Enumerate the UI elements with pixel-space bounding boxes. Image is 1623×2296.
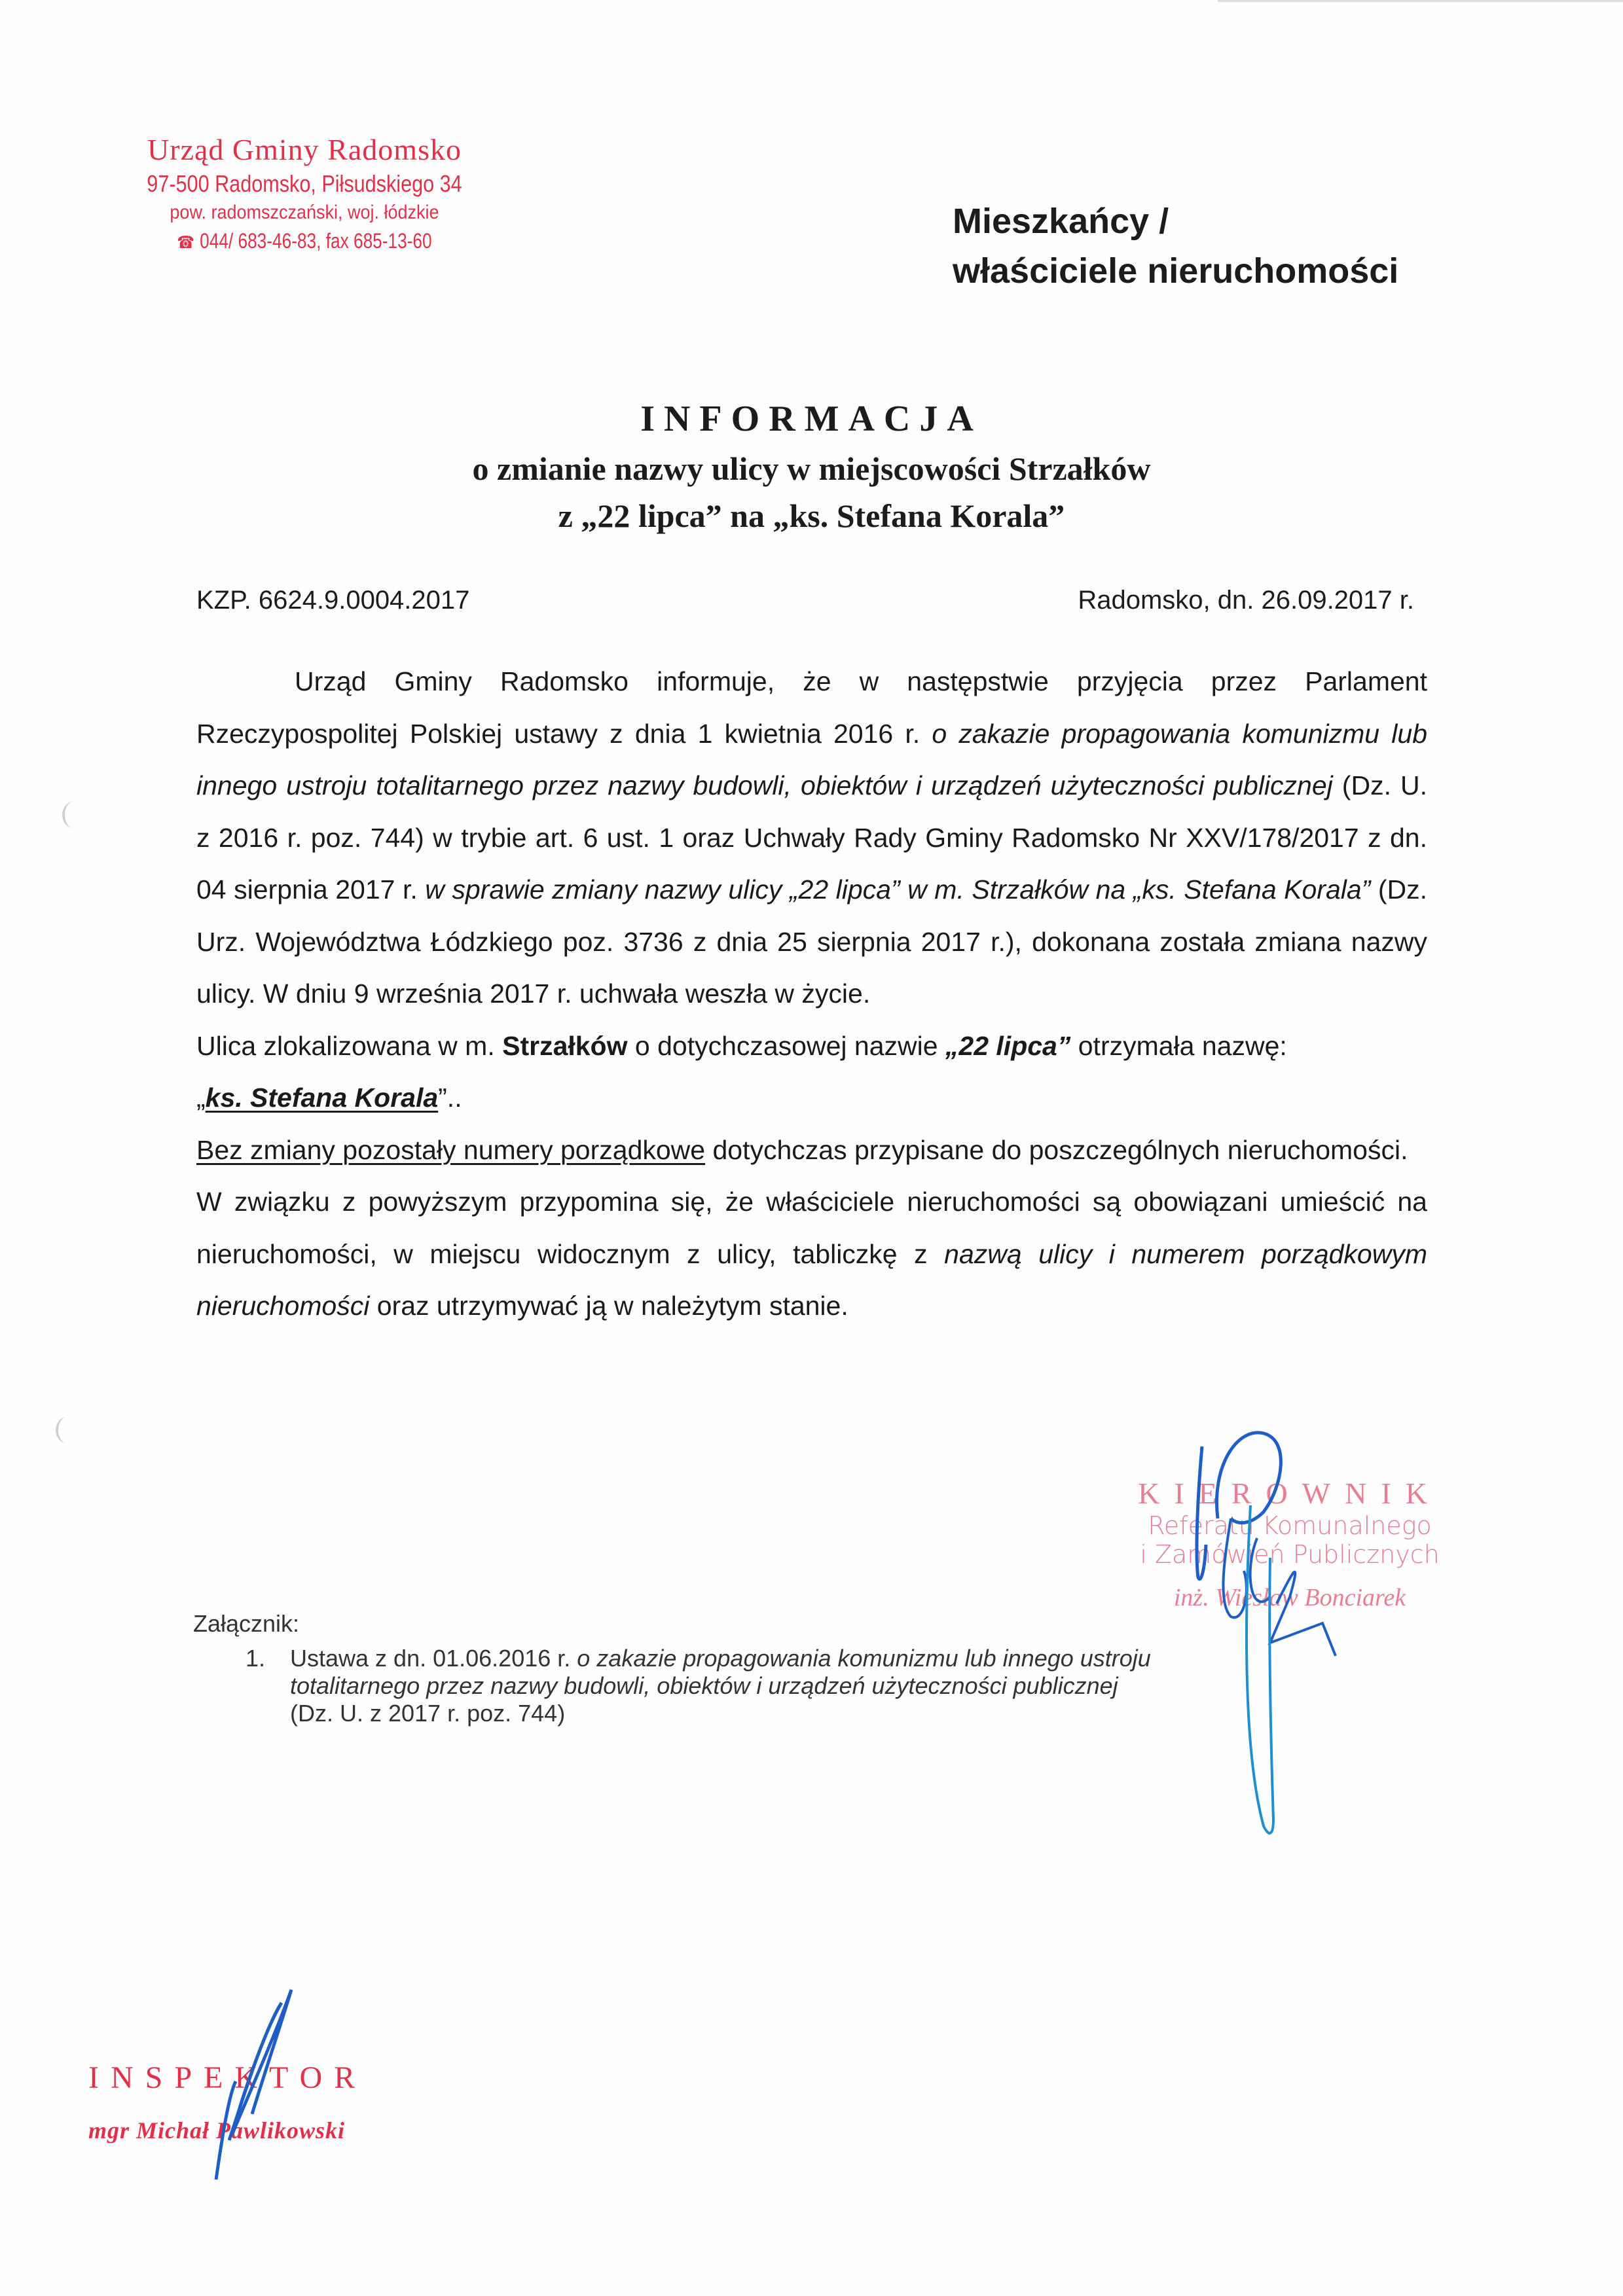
inspector-title: INSPEKTOR xyxy=(88,2060,367,2095)
recipient-line-2: właściciele nieruchomości xyxy=(953,251,1399,291)
place-date: Radomsko, dn. 26.09.2017 r. xyxy=(1078,586,1414,615)
punch-hole-mark xyxy=(62,802,84,828)
text-span: (Dz. Urz. Województwa Łódzkiego poz. 3736 z dnia 25 sierpnia 2017 r.), dokonana została zmiana nazwy ulicy. W dniu 9 września 2017 r. uchwała weszła w życie. xyxy=(196,874,1428,1009)
inspector-name: mgr Michał Pawlikowski xyxy=(88,2117,346,2144)
phone-fax-numbers: 044/ 683-46-83, fax 685-13-60 xyxy=(200,229,432,253)
punch-hole-mark xyxy=(56,1417,78,1443)
text-span: Urząd Gminy Radomsko informuje, że w następstwie przyjęcia przez Parlament Rzeczypospolitej Polskiej ustawy z dnia 1 kwietnia 2016 r. xyxy=(196,666,1427,749)
title-main: INFORMACJA xyxy=(640,399,983,439)
text-span: (Dz. U. z 2016 r. poz. 744) w trybie art. 6 ust. 1 oraz Uchwały Rady Gminy Radomsko Nr XXV/178/2017 z dn. 04 sierpnia 2017 r. xyxy=(196,770,1427,905)
text-span: Ustawa z dn. 01.06.2016 r. xyxy=(290,1645,577,1672)
manager-department-1: Referatu Komunalnego xyxy=(1148,1511,1432,1540)
office-address: 97-500 Radomsko, Piłsudskiego 34 xyxy=(147,170,462,197)
phone-icon: ☎ xyxy=(177,232,194,252)
body-paragraph-4 xyxy=(196,1176,1427,1333)
numbers-unchanged-underlined: Bez zmiany pozostały numery porządkowe xyxy=(196,1134,706,1165)
body-paragraph-2 xyxy=(196,1020,1427,1124)
text-span: (Dz. U. z 2017 r. poz. 744) xyxy=(290,1700,566,1727)
letter-body xyxy=(196,656,1427,1333)
text-span: otrzymała nazwę: xyxy=(1070,1030,1287,1061)
old-street-name: „22 lipca” xyxy=(945,1030,1071,1061)
manager-department-2: i Zamówień Publicznych xyxy=(1140,1540,1440,1569)
recipient-block xyxy=(953,196,1398,296)
text-span: Ulica zlokalizowana w m. xyxy=(196,1030,503,1061)
law-title-italic: o zakazie propagowania komunizmu lub innego ustroju totalitarnego przez nazwy budowli, obiektów i urządzeń użyteczności publicznej xyxy=(196,718,1427,800)
title-subtitle-1: o zmianie nazwy ulicy w miejscowości Strzałków xyxy=(472,450,1151,487)
quote-open: „ xyxy=(196,1083,206,1113)
manager-title: KIEROWNIK xyxy=(1138,1477,1442,1510)
office-header-stamp xyxy=(108,131,501,257)
office-name: Urząd Gminy Radomsko xyxy=(147,133,462,166)
office-contact xyxy=(143,226,465,257)
text-span: W związku z powyższym przypomina się, że właściciele nieruchomości są obowiązani umieścić na nieruchomości, w miejscu widocznym z ulicy, tabliczkę z xyxy=(196,1187,1427,1269)
document-title xyxy=(0,393,1623,539)
title-subtitle-2: z „22 lipca” na „ks. Stefana Korala” xyxy=(558,497,1065,534)
body-paragraph-1 xyxy=(196,656,1427,1020)
attachments-label: Załącznik: xyxy=(193,1610,300,1637)
village-name-bold: Strzałków xyxy=(502,1030,628,1061)
attachment-item xyxy=(193,1645,1161,1727)
manager-name: inż. Wiesław Bonciarek xyxy=(1173,1584,1406,1611)
text-span: oraz utrzymywać ją w należytym stanie. xyxy=(369,1291,848,1321)
new-street-name: ks. Stefana Korala xyxy=(205,1083,439,1113)
attachments-section xyxy=(193,1607,1161,1727)
text-span: o dotychczasowej nazwie xyxy=(627,1030,945,1061)
office-district: pow. radomszczański, woj. łódzkie xyxy=(170,202,439,223)
attachment-law-title: o zakazie propagowania komunizmu lub innego ustroju totalitarnego przez nazwy budowli, obiektów i urządzeń użyteczności publicznej xyxy=(290,1645,1151,1699)
manager-stamp xyxy=(1113,1476,1467,1617)
resolution-title-italic: w sprawie zmiany nazwy ulicy „22 lipca” w m. Strzałków na „ks. Stefana Korala” xyxy=(425,874,1371,905)
recipient-line-1: Mieszkańcy / xyxy=(953,202,1169,241)
body-paragraph-3 xyxy=(196,1124,1427,1177)
sign-requirement-italic: nazwą ulicy i numerem porządkowym nieruchomości xyxy=(196,1238,1427,1321)
case-number: KZP. 6624.9.0004.2017 xyxy=(196,586,470,615)
text-span: dotychczas przypisane do poszczególnych nieruchomości. xyxy=(705,1134,1408,1165)
attachment-number: 1. xyxy=(246,1645,266,1672)
reference-line xyxy=(196,586,1414,615)
scan-edge xyxy=(1218,0,1623,2)
inspector-stamp xyxy=(88,2058,367,2150)
quote-close: ”.. xyxy=(438,1083,462,1113)
